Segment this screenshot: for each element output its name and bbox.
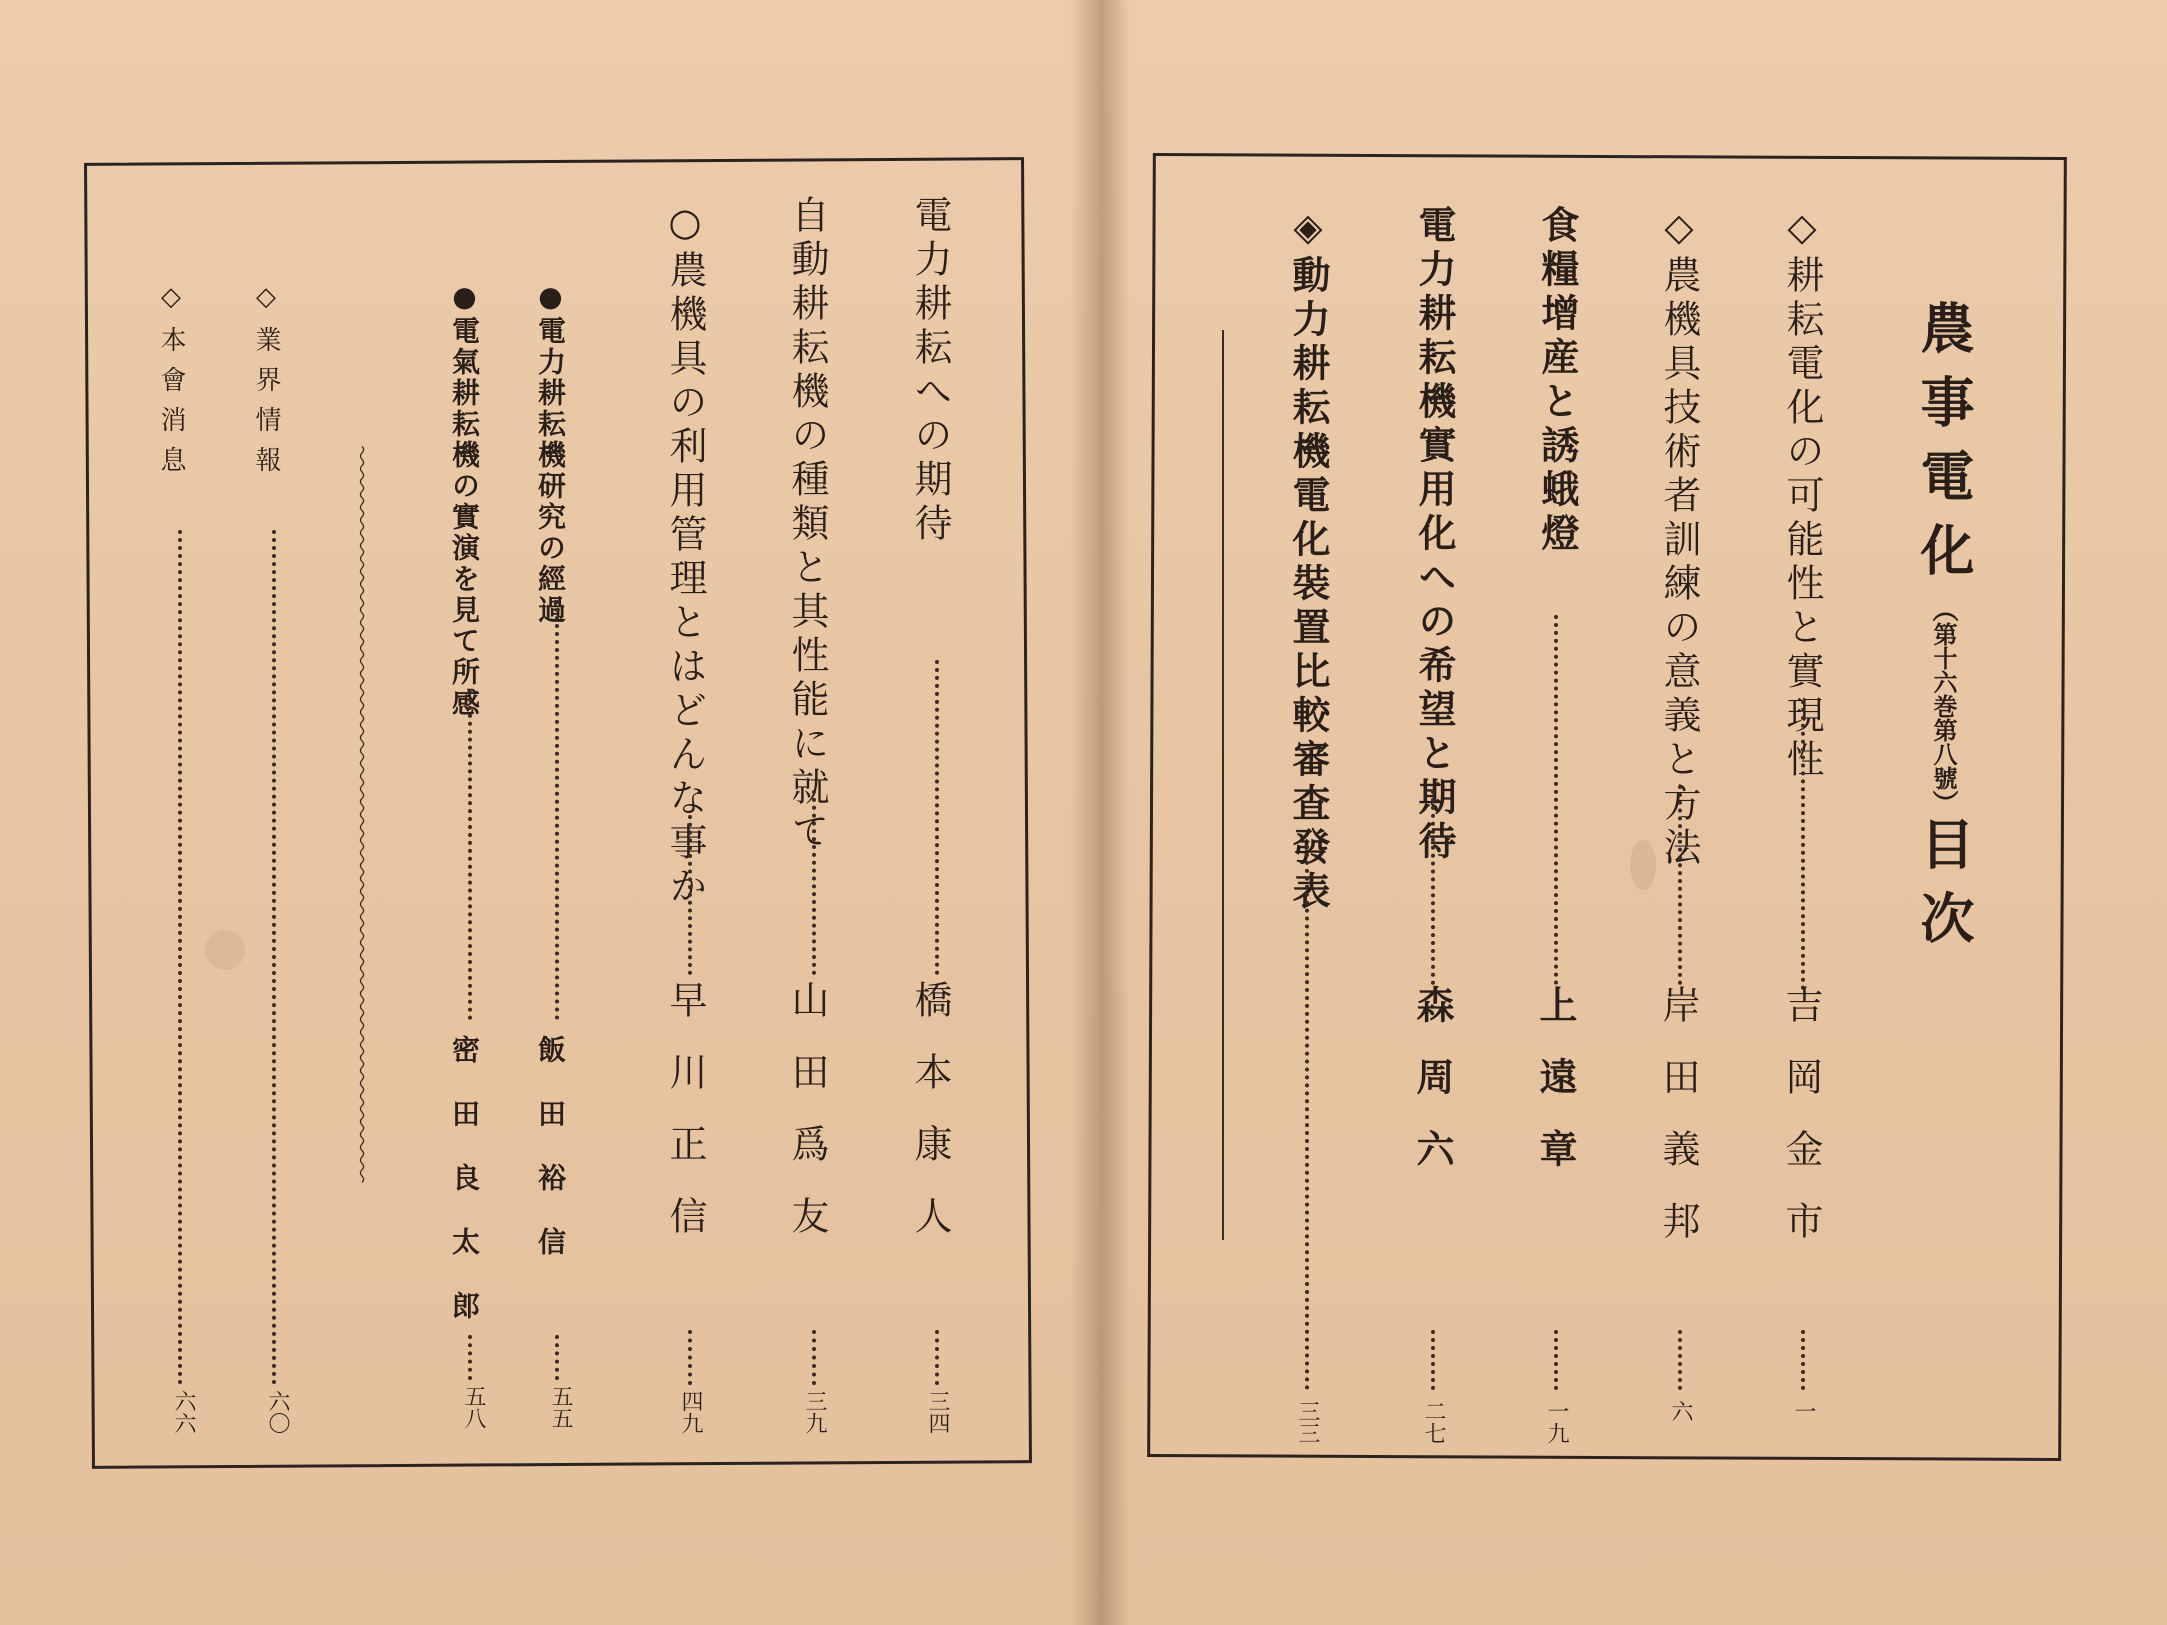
dot-leader [1554,1330,1558,1390]
dot-leader [272,530,276,1385]
toc-entry-title: 食糧增産と誘蛾燈 [1535,205,1579,557]
toc-entry-title: ●電氣耕耘機の實演を見て所感 [448,280,481,719]
toc-entry-page: 二七 [1421,1400,1446,1444]
toc-entry-page: 六 [1668,1400,1693,1422]
toc-entry-author: 森周六 [1410,985,1454,1201]
dot-leader [468,1335,472,1380]
toc-entry-page: 六〇 [265,1390,290,1434]
toc-entry-author: 岸田義邦 [1656,985,1700,1273]
dot-leader [812,1330,816,1385]
toc-entry-title: ◈動力耕耘機電化裝置比較審査發表 [1286,205,1330,915]
toc-entry-page: 六六 [171,1390,196,1434]
magazine-title: 農事電化（第十六巻第八號）目次 [1912,300,1975,964]
toc-entry-title: ◇業界情報 [251,282,281,486]
toc-entry-title: 電力耕耘機實用化への希望と期待 [1412,205,1456,865]
dot-leader [688,1330,692,1385]
dot-leader [555,600,559,1020]
toc-entry-page: 三三 [1295,1400,1320,1444]
toc-entry-author: 橋本康人 [908,980,952,1268]
toc-entry-page: 五五 [548,1385,573,1429]
toc-entry-title: ●電力耕耘機研究の經過 [534,280,567,626]
toc-entry-page: 一九 [1544,1400,1569,1444]
dot-leader [1431,790,1435,985]
toc-entry-page: 五八 [461,1385,486,1429]
toc-entry-author: 飯田裕信 [534,1035,567,1291]
toc-entry-title: ○農機具の利用管理とはどんな事か [663,200,707,910]
toc-entry-author: 上遠章 [1533,985,1577,1201]
wavy-separator [358,355,366,1270]
toc-entry-page: 一 [1791,1400,1816,1422]
toc-entry-title: ◇本會消息 [156,282,186,486]
dot-leader [1554,615,1558,985]
divider-line [1222,330,1224,1240]
dot-leader [1678,785,1682,985]
toc-entry-title: ◇農機具技術者訓練の意義と方法 [1657,205,1701,871]
toc-entry-title: 電力耕耘への期待 [908,195,952,547]
dot-leader [935,1330,939,1385]
dot-leader [178,530,182,1385]
dot-leader [468,690,472,1020]
toc-entry-author: 密田良太郎 [448,1035,481,1355]
toc-entry-page: 三九 [802,1390,827,1434]
toc-entry-author: 早川正信 [663,980,707,1268]
toc-entry-page: 三四 [925,1390,950,1434]
dot-leader [1678,1330,1682,1390]
toc-entry-author: 吉岡金市 [1779,985,1823,1273]
toc-entry-title: ◇耕耘電化の可能性と實現性 [1780,205,1824,783]
dot-leader [812,790,816,975]
toc-entry-title: 自動耕耘機の種類と其性能に就て [785,195,829,855]
dot-leader [688,815,692,975]
dot-leader [1801,1330,1805,1390]
dot-leader [1431,1330,1435,1390]
dot-leader [1305,845,1309,1390]
book-gutter [1070,0,1130,1625]
dot-leader [935,660,939,975]
dot-leader [1801,700,1805,990]
dot-leader [555,1335,559,1380]
toc-entry-page: 四九 [678,1390,703,1434]
toc-entry-author: 山田爲友 [785,980,829,1268]
